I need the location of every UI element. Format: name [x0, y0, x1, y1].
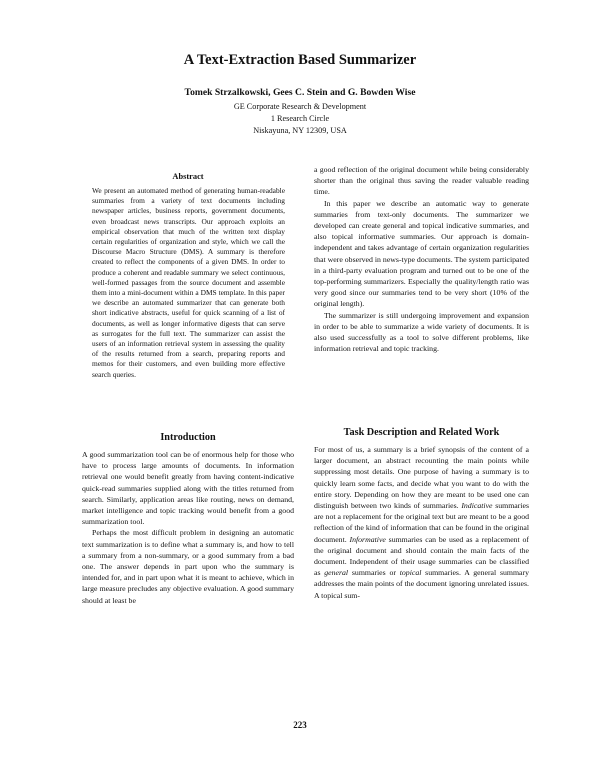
text-segment: summaries are not a replacement for the original text but are meant to be a good reflection of the kind of information that can be found in the original document. [314, 501, 529, 544]
paragraph: The summarizer is still undergoing improvement and expansion in order to be able to summarize a wide variety of documents. It is also used successfully as a tool to solve different problems, like information retrieval and topic tracking. [314, 310, 529, 354]
text-segment: summaries or [348, 568, 400, 578]
text-segment: summaries can be used as a replacement of the original document and should contain the main facts of the document. Independent of their usage summaries can be classified as [314, 534, 530, 578]
abstract-heading: Abstract [172, 172, 204, 181]
paragraph: In this paper we describe an automatic way to generate summaries from text-only documents. The summarizer we developed can create general and topical indicative summaries, and also topical informative summaries. Our approach is domain-independent and takes advantage of certain organization regularities that were observed in news-type documents. The system participated in a third-party evaluation program and turned out to be one of the top-performing summarizers. Especially the quality/length ratio was very good since our summaries tend to be very short (10% of the original length). [314, 198, 529, 309]
affiliation-line: 1 Research Circle [270, 114, 330, 124]
emphasis: topical [399, 568, 422, 578]
paragraph: Perhaps the most difficult problem in designing an automatic text summarization is to define what a summary is, and how to tell a summary from a non-summary, or a good summary from a bad one. The answer depends in part upon who the summary is intended for, and in part upon what it is meant to achieve, which in large measure precludes any objective evaluation. A good summary should at least be [82, 528, 294, 605]
emphasis: general [324, 568, 349, 578]
paragraph: A good summarization tool can be of enormous help for those who have to process large amounts of documents. In information retrieval one would benefit greatly from having content-indicative quick-read summaries supplied along with the titles returned from search. Similarly, application areas like routing, news on demand, market intelligence and topic tracking would benefit from a good summarization tool. [82, 450, 294, 527]
task-description-heading: Task Description and Related Work [343, 427, 500, 438]
text-segment: For most of us, a summary is a brief synopsis of the content of a larger document, an abstract recounting the main points while suppressing most details. One purpose of having a summary is to quickly learn some facts, and decide what you want to do with the entire story. Depending on how they are meant to be used one can distinguish between two kinds of summaries. [314, 445, 529, 511]
paper-authors: Tomek Strzalkowski, Gees C. Stein and G. Bowden Wise [184, 87, 416, 98]
introduction-heading: Introduction [160, 432, 216, 443]
paragraph: a good reflection of the original document while being considerably shorter than the original thus saving the reader valuable reading time. [314, 165, 529, 197]
paragraph [314, 444, 529, 601]
affiliation-line: Niskayuna, NY 12309, USA [253, 126, 347, 136]
affiliation-line: GE Corporate Research & Development [233, 102, 367, 111]
emphasis: Informative [349, 534, 386, 544]
affiliation [0, 101, 600, 138]
emphasis: Indicative [461, 501, 493, 511]
paper-title: A Text-Extraction Based Summarizer [183, 52, 417, 68]
abstract-text: We present an automated method of generating human-readable summaries from a variety of text documents including newspaper articles, business reports, government documents, even broadcast news transcripts. Our approach exploits an empirical observation that much of the written text display certain regularities of organization and style, which we call the Discourse Macro Structure (DMS). A summary is therefore created to reflect the components of a given DMS. In order to produce a coherent and readable summary we select continuous, well-formed passages from the source document and assemble them into a mini-document within a DMS template. In this paper we describe an automated summarizer that can generate both short indicative abstracts, useful for quick scanning of a list of documents, as well as longer informative digests that can serve as surrogates for the full text. The summarizer can assist the users of an information retrieval system in assessing the quality of the results returned from a search, preparing reports and memos for their customers, and even building more effective search queries. [92, 186, 285, 379]
introduction-body [82, 449, 294, 606]
text-segment: summaries. A general summary addresses the main points of the document ignoring unrelated issues. A topical sum- [314, 568, 529, 600]
right-column-intro [314, 164, 529, 354]
task-description-body [314, 444, 529, 601]
page-number: 223 [293, 720, 307, 730]
